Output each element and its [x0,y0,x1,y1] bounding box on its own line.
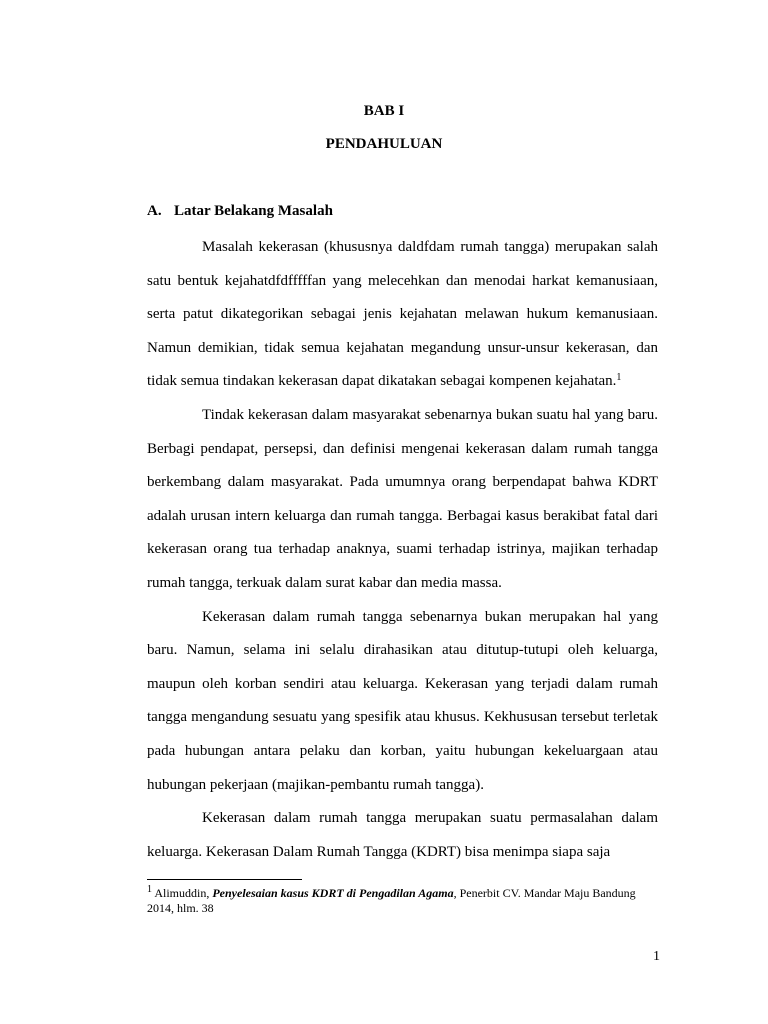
footnote-author: Alimuddin, [152,886,213,900]
footnote [147,886,658,916]
section-heading [147,203,333,220]
section-number: A. [147,203,162,219]
footnote-reference[interactable]: 1 [616,372,622,384]
footnote-divider [147,879,302,880]
footnote-book-title: Penyelesaian kasus KDRT di Pengadilan Agama [212,886,454,900]
section-title: Latar Belakang Masalah [174,203,333,219]
paragraph: Kekerasan dalam rumah tangga sebenarnya bukan merupakan hal yang baru. Namun, selama ini selalu dirahasikan atau ditutup-tutupi oleh keluarga, maupun oleh korban sendiri atau keluarga. Kekerasan yang terjadi dalam rumah tangga mengandung sesuatu yang spesifik atau khusus. Kekhususan tersebut terletak pada hubungan antara pelaku dan korban, yaitu hubungan kekeluargaan atau hubungan pekerjaan (majikan-pembantu rumah tangga). [147,608,658,793]
chapter-heading: BAB I [363,103,405,119]
paragraph [147,231,658,399]
paragraph: Tindak kekerasan dalam masyarakat sebenarnya bukan suatu hal yang baru. Berbagi pendapat, persepsi, dan definisi mengenai kekerasan dalam rumah tangga berkembang dalam masyarakat. Pada umumnya orang berpendapat bahwa KDRT adalah urusan intern keluarga dan rumah tangga. Berbagai kasus berakibat fatal dari kekerasan orang tua terhadap anaknya, suami terhadap istrinya, majikan terhadap rumah tangga, terkuak dalam surat kabar dan media massa. [147,406,658,591]
footnote-details: , Penerbit CV. Mandar Maju Bandung 2014, hlm. 38 [147,886,636,915]
chapter-title: PENDAHULUAN [325,136,443,152]
paragraph-text: Masalah kekerasan (khususnya daldfdam rumah tangga) merupakan salah satu bentuk kejahatdfdfffffan yang melecehkan dan menodai harkat kemanusiaan, serta patut dikategorikan sebagai jenis kejahatan melawan hukum kemanusiaan. Namun demikian, tidak semua kejahatan megandung unsur-unsur kekerasan, dan tidak semua tindakan kekerasan dapat dikatakan sebagai kompenen kejahatan. [147,239,658,390]
body-text [147,231,658,869]
footnote-marker: 1 [147,884,152,895]
paragraph: Kekerasan dalam rumah tangga merupakan suatu permasalahan dalam keluarga. Kekerasan Dalam Rumah Tangga (KDRT) bisa menimpa siapa saja [147,810,658,860]
page-number: 1 [653,949,660,964]
